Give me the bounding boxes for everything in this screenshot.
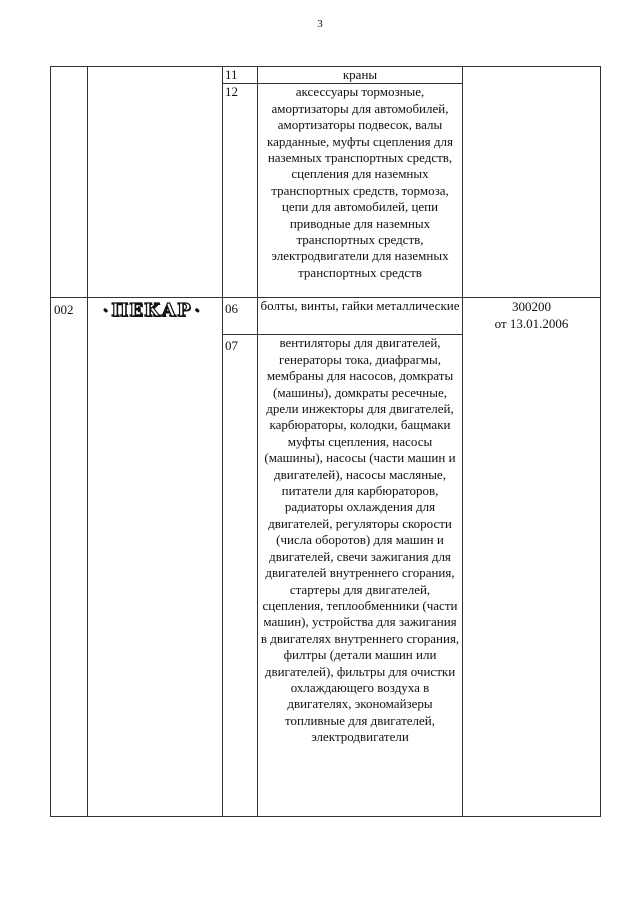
goods-list: болты, винты, гайки металлические	[258, 298, 463, 335]
class-code: 12	[223, 84, 258, 298]
goods-list: краны	[258, 67, 463, 84]
table-row	[51, 67, 601, 84]
class-code: 07	[223, 335, 258, 817]
table-row	[51, 298, 601, 335]
trademark-cell	[88, 67, 223, 298]
registration-cell	[463, 67, 601, 298]
goods-list: вентиляторы для двигателей, генераторы тока, диафрагмы, мембраны для насосов, домкраты (машины), домкраты ресечные, дрели инжекторы для двигателей, карбюраторы, колодки, бащмаки муфты сцепления, насосы (машины), насосы (части машин и двигателей), насосы масляные, питатели для карбюраторов, радиаторы охлаждения для двигателей, регуляторы скорости (числа оборотов) для машин и двигателей, свечи зажигания для двигателей внутреннего сгорания, стартеры для двигателей, сцепления, теплообменники (части машин), устройства для зажигания в двигателях внутреннего сгорания, филтры (детали машин или двигателей), фильтры для очистки охлаждающего воздуха в двигателях, экономайзеры топливные для двигателей, электродвигатели	[258, 335, 463, 817]
trademark-logo: · ПЕКАР ·	[102, 303, 222, 319]
class-code: 06	[223, 298, 258, 335]
trademark-table	[50, 66, 601, 817]
registration-date: от 13.01.2006	[494, 315, 569, 331]
trademark-cell	[88, 298, 223, 817]
registration-cell	[463, 298, 601, 817]
class-code: 11	[223, 67, 258, 84]
row-number-cell: 002	[51, 298, 88, 817]
registration-number: 300200	[512, 299, 551, 315]
goods-list: аксессуары тормозные, амортизаторы для автомобилей, амортизаторы подвесок, валы карданные, муфты сцепления для наземных транспортных средств, сцепления для наземных транспортных средств, тормоза, цепи для автомобилей, цепи приводные для наземных транспортных средств, электродвигатели для наземных транспортных средств	[258, 84, 463, 298]
row-number-cell	[51, 67, 88, 298]
page-number: 3	[317, 18, 323, 30]
